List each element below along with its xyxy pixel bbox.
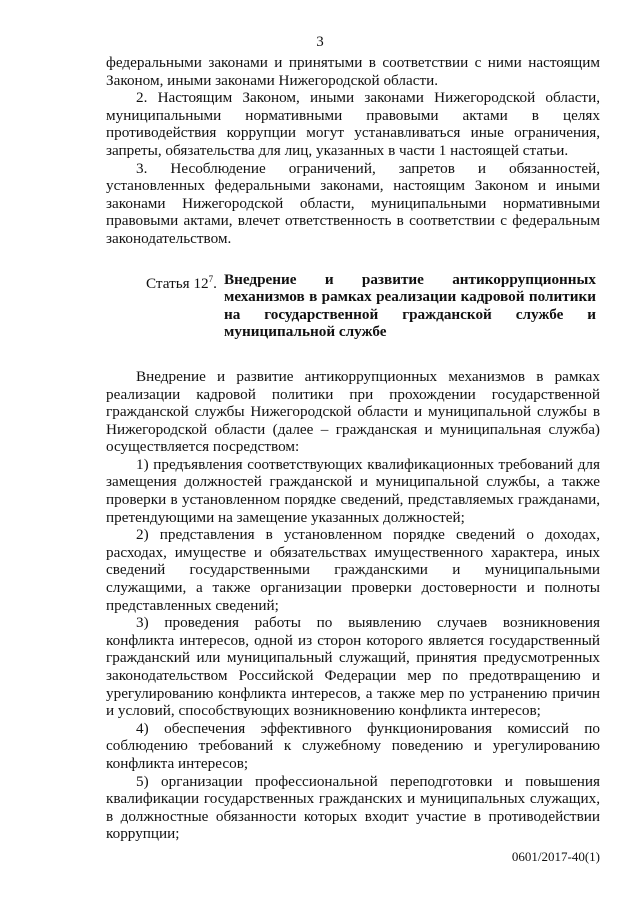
paragraph-continuation: федеральными законами и принятыми в соответствии с ними настоящим Законом, иными законами Нижегородской области. — [106, 54, 600, 89]
article-label-superscript: 7 — [208, 273, 214, 284]
page-number: 3 — [316, 34, 324, 50]
article-number — [146, 271, 224, 341]
list-item-2: 2) представления в установленном порядке сведений о доходах, расходах, имуществе и обязательствах имущественного характера, иных сведений государственными гражданскими и муниципальными служащими, а также организации проверки достоверности и полноты представленных сведений; — [106, 526, 600, 614]
list-item-3: 3) проведения работы по выявлению случаев возникновения конфликта интересов, одной из сторон которого является государственный гражданский или муниципальный служащий, принятия предусмотренных законодательством Российской Федерации мер по предотвращению и урегулированию конфликта интересов, а также мер по устранению причин и условий, способствующих возникновению конфликта интересов; — [106, 614, 600, 720]
list-item-4: 4) обеспечения эффективного функционирования комиссий по соблюдению требований к служебному поведению и урегулированию конфликта интересов; — [106, 719, 600, 772]
paragraph-part-2: 2. Настоящим Законом, иными законами Нижегородской области, муниципальными нормативными правовыми актами в целях противодействия коррупции могут устанавливаться иные ограничения, запреты, обязательства для лиц, указанных в части 1 настоящей статьи. — [106, 89, 600, 159]
list-item-5: 5) организации профессиональной переподготовки и повышения квалификации государственных гражданских и муниципальных служащих, в должностные обязанности которых входит участие в противодействии коррупции; — [106, 772, 600, 843]
document-body — [106, 54, 600, 843]
article-label: Статья 12 — [146, 274, 209, 292]
document-code: 0601/2017-40(1) — [511, 849, 600, 864]
article-title: Внедрение и развитие антикоррупционных механизмов в рамках реализации кадровой политики на государственной гражданской службе и муниципальной службе — [224, 270, 596, 341]
paragraph-intro: Внедрение и развитие антикоррупционных механизмов в рамках реализации кадровой политики при прохождении государственной гражданской службы Нижегородской области и муниципальной службы в Нижегородской области (далее – гражданская и муниципальная служба) осуществляется посредством: — [106, 367, 600, 456]
paragraph-part-3: 3. Несоблюдение ограничений, запретов и обязанностей, установленных федеральными законами, настоящим Законом и иными законами Нижегородской области, муниципальными нормативными правовыми актами, влечет ответственность в соответствии с федеральным законодательством. — [106, 159, 600, 247]
article-label-dot: . — [213, 274, 217, 292]
article-heading — [106, 271, 600, 341]
list-item-1: 1) предъявления соответствующих квалификационных требований для замещения должностей гражданской и муниципальной службы, а также проверки в установленном порядке сведений, представляемых гражданами, претендующими на замещение указанных должностей; — [106, 455, 600, 526]
